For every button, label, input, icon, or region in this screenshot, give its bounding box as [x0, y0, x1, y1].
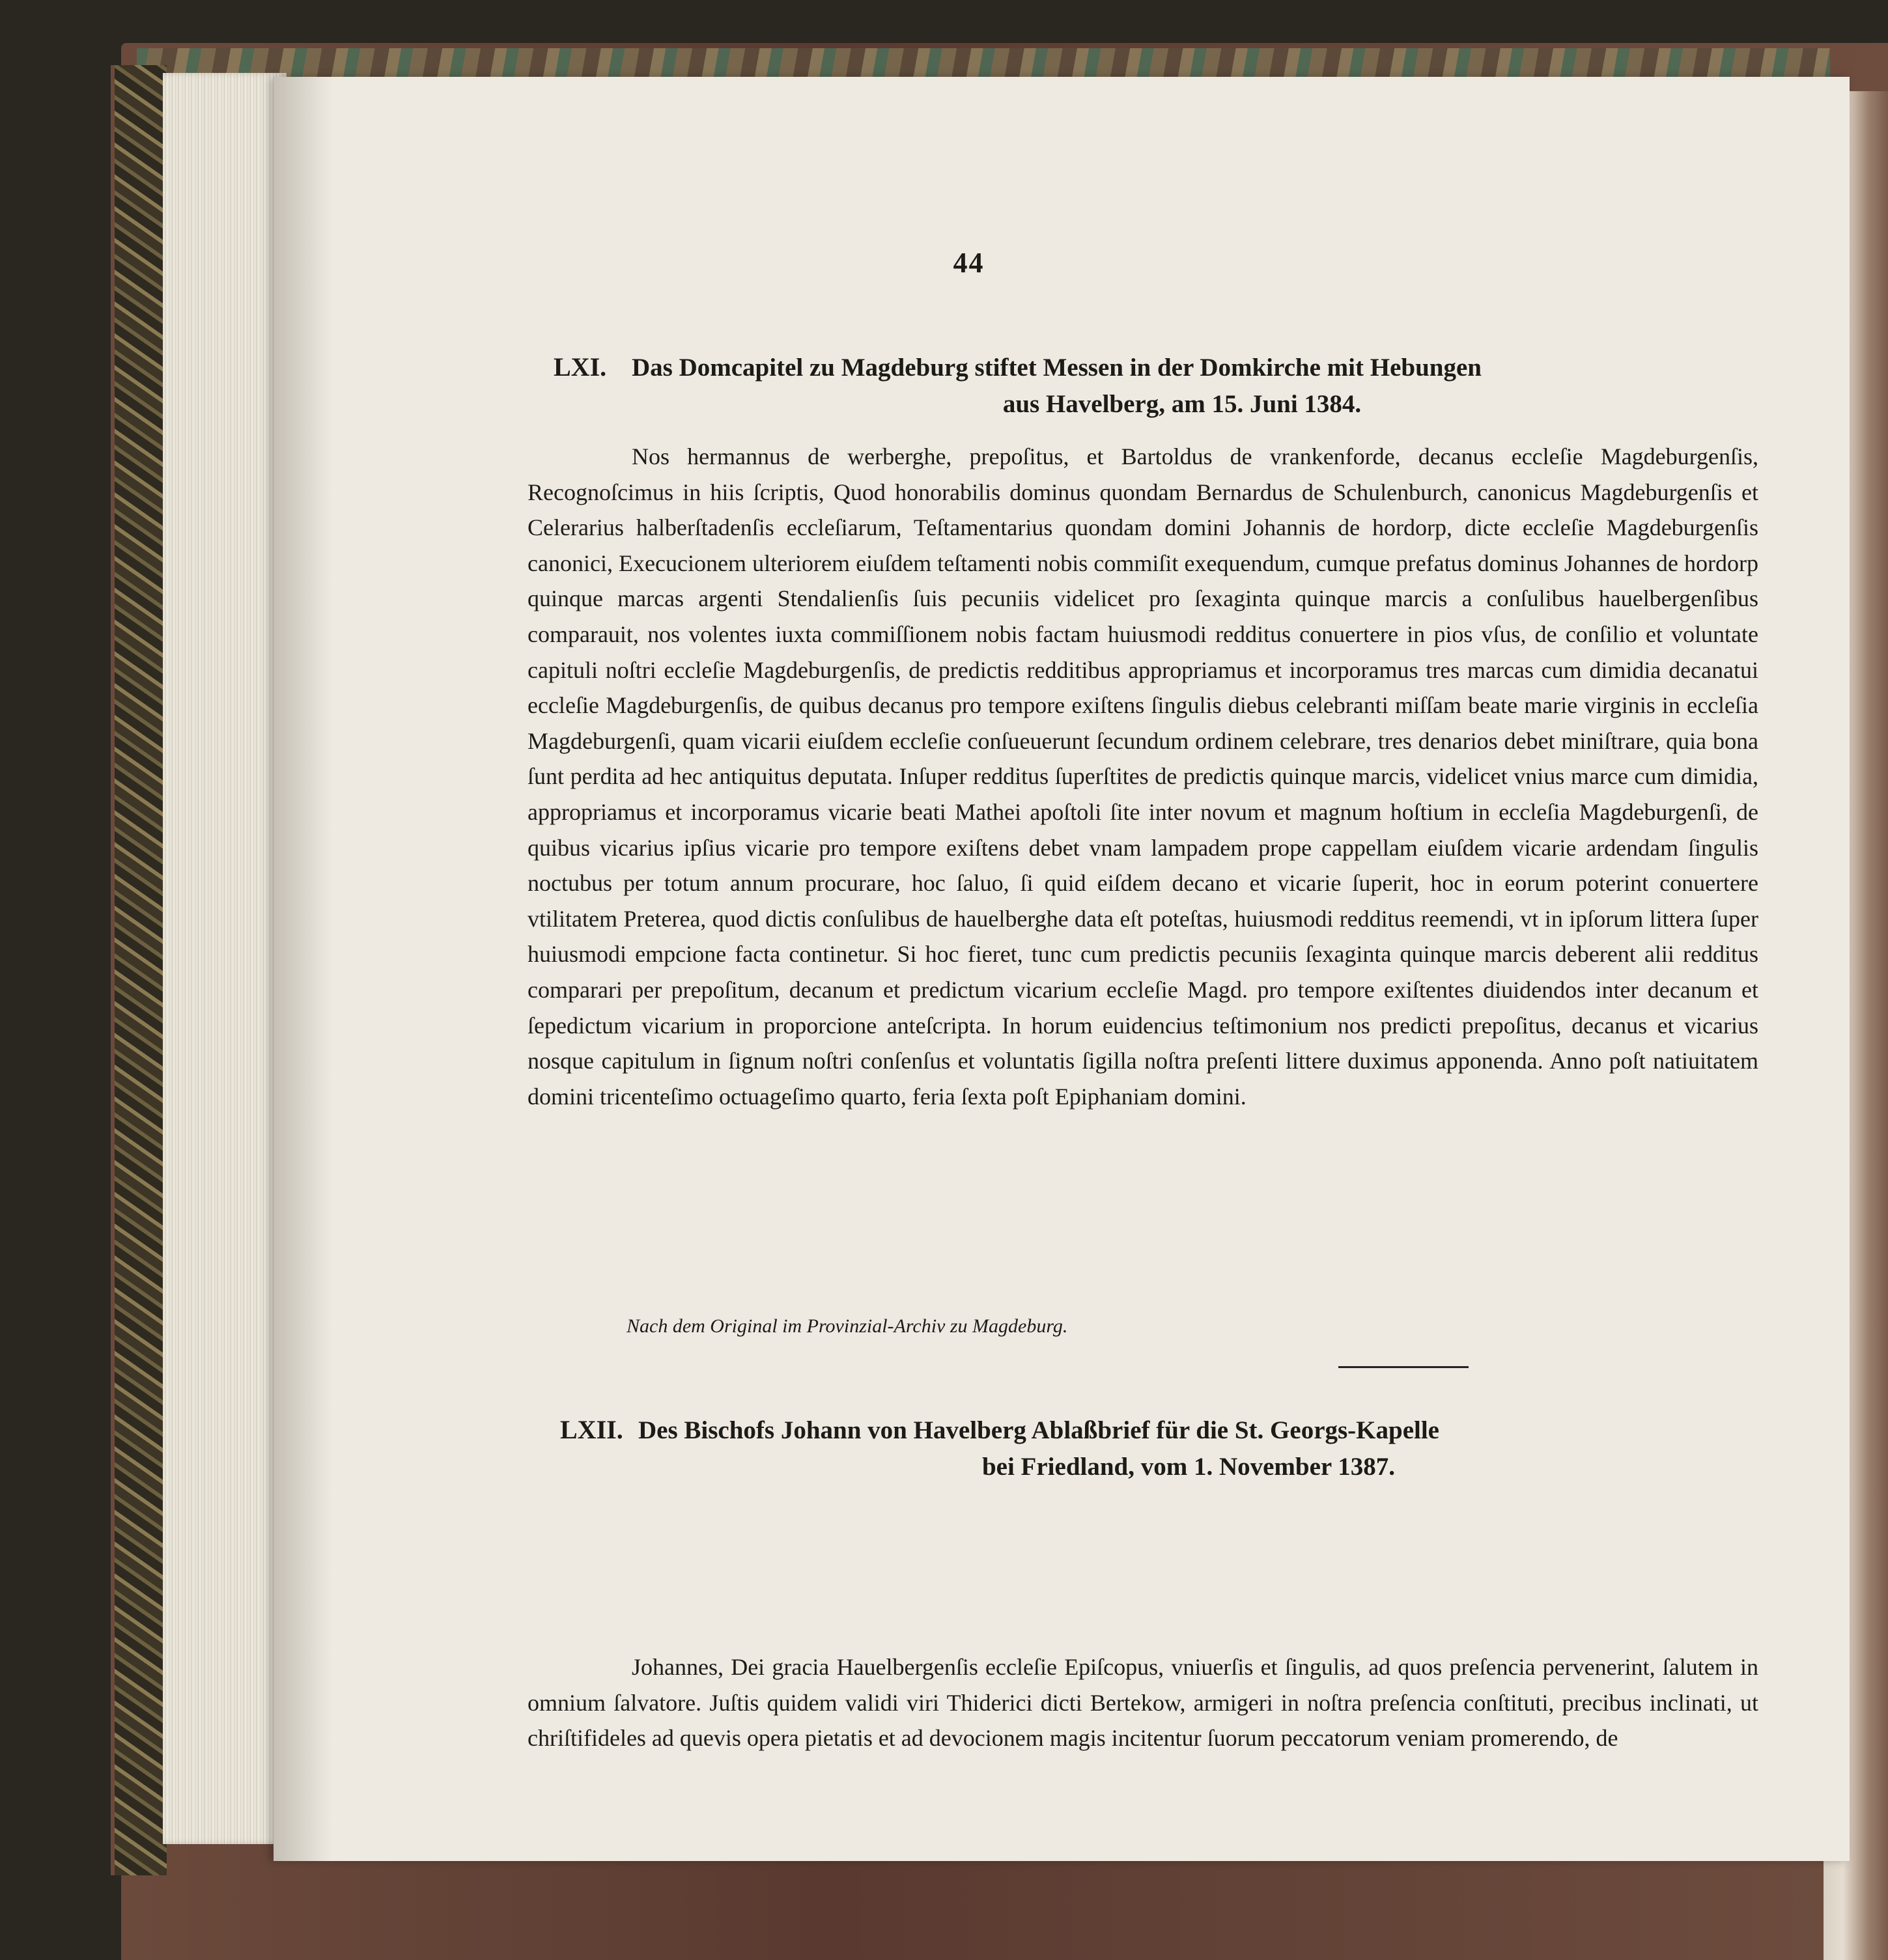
document-title-line1: Des Bischofs Johann von Havelberg Ablaßbrief für die St. Georgs-Kapelle	[638, 1416, 1439, 1444]
page-number: 44	[953, 247, 985, 279]
document-title-line2: aus Havelberg, am 15. Juni 1384.	[1002, 390, 1362, 418]
document-numeral: LXI.	[554, 352, 607, 382]
cover-top-edge	[137, 48, 1830, 78]
source-note: Nach dem Original im Provinzial-Archiv zu Magdeburg.	[627, 1315, 1068, 1337]
document-body-lxii: Johannes, Dei gracia Hauelbergenſis eccleſie Epiſcopus, vniuerſis et ſingulis, ad quos preſencia pervenerint, ſalutem in omnium ſalvatore. Juſtis quidem validi viri Thiderici dicti Bertekow, armigeri in noſtra preſencia conſtituti, precibus inclinati, ut chriſtifideles ad quevis opera pietatis et ad devocionem magis incitentur ſuorum peccatorum veniam promerendo, de	[528, 1654, 1758, 1752]
marbled-spine	[111, 65, 167, 1875]
section-divider	[1338, 1366, 1469, 1368]
gutter-shadow	[274, 77, 332, 1861]
document-body-lxi: Nos hermannus de werberghe, prepoſitus, et Bartoldus de vrankenforde, decanus eccleſie Magdeburgenſis, Recognoſcimus in hiis ſcriptis, Quod honorabilis dominus quondam Bernardus de Schulenburch, canonicus Magdeburgenſis et Celerarius halberſtadenſis eccleſiarum, Teſtamentarius quondam domini Johannis de hordorp, dicte eccleſie Magdeburgenſis canonici, Execucionem ulteriorem eiuſdem teſtamenti nobis commiſit exequendum, cumque prefatus dominus Johannes de hordorp quinque marcas argenti Stendalienſis ſuis pecuniis videlicet pro ſexaginta quinque marcis a conſulibus hauelbergenſibus comparauit, nos volentes iuxta commiſſionem nobis factam huiusmodi redditus conuertere in pios vſus, de conſilio et voluntate capituli noſtri eccleſie Magdeburgenſis, de predictis redditibus appropriamus et incorporamus tres marcas cum dimidia decanatui eccleſie Magdeburgenſis, de quibus decanus pro tempore exiſtens ſingulis diebus celebranti miſſam beate marie virginis in eccleſia Magdeburgenſi, quam vicarii eiuſdem eccleſie conſueuerunt ſecundum ordinem celebrare, tres denarios debet miniſtrare, quia bona ſunt perdita ad hec antiquitus deputata. Inſuper redditus ſuperſtites de predictis quinque marcis, videlicet vnius marce cum dimidia, appropriamus et incorporamus vicarie beati Mathei apoſtoli ſite inter novum et magnum hoſtium in eccleſia Magdeburgenſi, de quibus vicarius ipſius vicarie pro tempore exiſtens debet vnam lampadem prope cappellam eiuſdem vicarie ardendam ſingulis noctubus per totum annum procurare, hoc ſaluo, ſi quid eiſdem decano et vicarie ſuperit, hoc in eorum poterint conuertere vtilitatem Preterea, quod dictis conſulibus de hauelberghe data eſt poteſtas, huiusmodi redditus reemendi, vt in ipſorum littera ſuper huiusmodi empcione facta continetur. Si hoc fieret, tunc cum predictis pecuniis ſexaginta quinque marcis deberent alii redditus comparari per prepoſitum, decanum et predictum vicarium eccleſie Magd. pro tempore exiſtentes diuidendos inter decanum et ſepedictum vicarium in proporcione anteſcripta. In horum euidencius teſtimonium nos predicti prepoſitus, decanus et vicarius nosque capitulum in ſignum noſtri conſenſus et voluntatis ſigilla noſtra preſenti littere duximus apponenda. Anno poſt natiuitatem domini tricenteſimo octuageſimo quarto, feria ſexta poſt Epiphaniam domini.	[528, 443, 1758, 1110]
document-heading-lxi	[554, 349, 1739, 423]
book-page	[274, 77, 1850, 1861]
document-numeral: LXII.	[560, 1415, 623, 1444]
document-title-line1: Das Domcapitel zu Magdeburg stiftet Messen in der Domkirche mit Hebungen	[632, 354, 1482, 382]
document-heading-lxii	[560, 1412, 1745, 1485]
document-title-line2: bei Friedland, vom 1. November 1387.	[981, 1453, 1396, 1481]
page-stack	[163, 73, 287, 1844]
